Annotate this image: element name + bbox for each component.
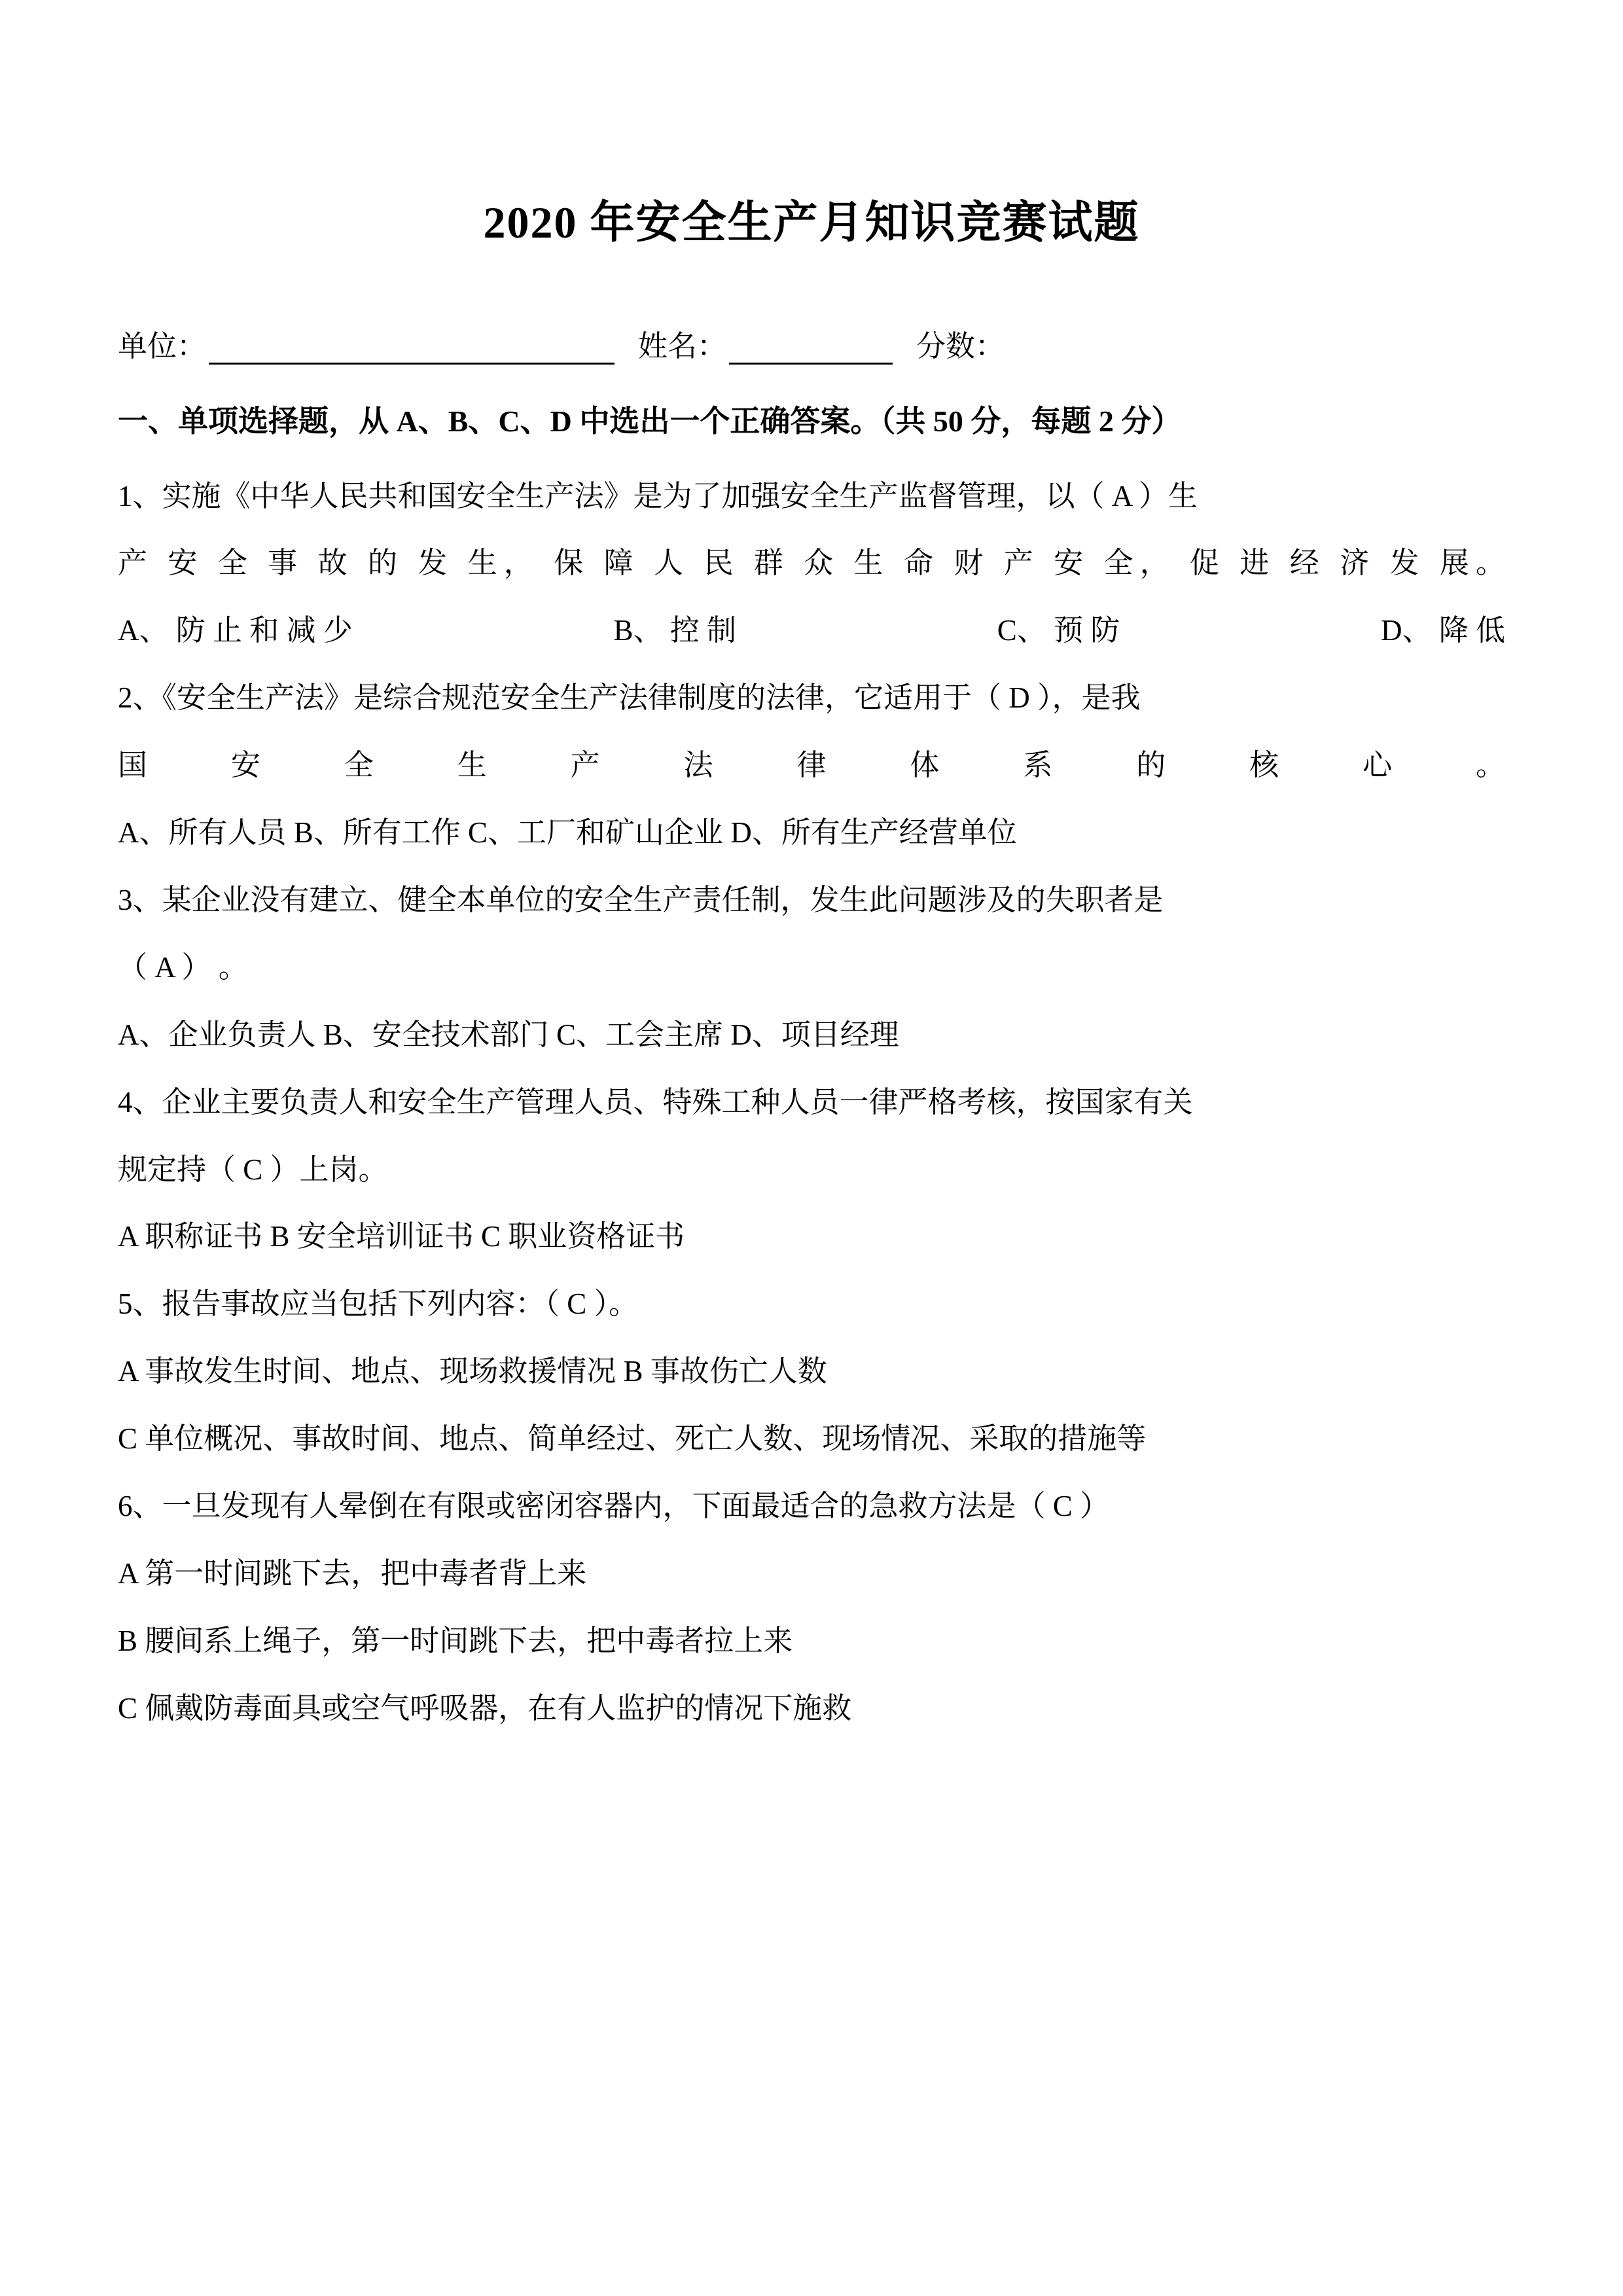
section-heading-single-choice: 一、单项选择题，从 A、B、C、D 中选出一个正确答案。（共 50 分，每题 2 分） xyxy=(118,404,1182,438)
question-1-options xyxy=(118,607,1505,655)
question-6-option-c[interactable]: C 佩戴防毒面具或空气呼吸器，在有人监护的情况下施救 xyxy=(118,1691,852,1725)
question-6-stem: 6、一旦发现有人晕倒在有限或密闭容器内，下面最适合的急救方法是（ C ） xyxy=(118,1489,1110,1522)
page-title: 2020 年安全生产月知识竞赛试题 xyxy=(483,198,1140,247)
question-3-stem-line-1: 3、某企业没有建立、健全本单位的安全生产责任制，发生此问题涉及的失职者是 xyxy=(118,883,1164,916)
question-6-option-b[interactable]: B 腰间系上绳子，第一时间跳下去，把中毒者拉上来 xyxy=(118,1624,793,1657)
question-4-stem-line-1: 4、企业主要负责人和安全生产管理人员、特殊工种人员一律严格考核，按国家有关 xyxy=(118,1085,1193,1119)
question-4-options[interactable]: A 职称证书 B 安全培训证书 C 职业资格证书 xyxy=(118,1220,685,1253)
question-2-options[interactable]: A、所有人员 B、所有工作 C、工厂和矿山企业 D、所有生产经营单位 xyxy=(118,816,1017,850)
question-1-stem-line-2: 产 安 全 事 故 的 发 生， 保 障 人 民 群 众 生 命 财 产 安 全， 促 进 经 济 发 展。 xyxy=(118,547,1505,580)
question-5-options-line-2[interactable]: C 单位概况、事故时间、地点、简单经过、死亡人数、现场情况、采取的措施等 xyxy=(118,1422,1147,1456)
unit-input-blank[interactable] xyxy=(209,334,615,365)
question-5-stem: 5、报告事故应当包括下列内容：（ C ）。 xyxy=(118,1287,639,1321)
question-2-stem-line-2: 国 安 全 生 产 法 律 体 系 的 核 心 。 xyxy=(118,749,1505,782)
question-3-stem-line-2: （ A ） 。 xyxy=(118,950,248,984)
question-1-option-c[interactable]: C、 预 防 xyxy=(997,614,1120,647)
unit-label: 单位： xyxy=(118,329,207,363)
question-4-stem-line-2: 规定持（ C ）上岗。 xyxy=(118,1153,388,1186)
question-5-options-line-1[interactable]: A 事故发生时间、地点、现场救援情况 B 事故伤亡人数 xyxy=(118,1355,827,1388)
name-label: 姓名： xyxy=(638,329,727,363)
question-6-option-a[interactable]: A 第一时间跳下去，把中毒者背上来 xyxy=(118,1556,587,1590)
question-3-options[interactable]: A、企业负责人 B、安全技术部门 C、工会主席 D、项目经理 xyxy=(118,1018,899,1051)
question-1-option-b[interactable]: B、 控 制 xyxy=(613,614,736,647)
name-input-blank[interactable] xyxy=(729,334,893,365)
question-1-option-d[interactable]: D、 降 低 xyxy=(1380,614,1505,647)
question-1-stem-line-1: 1、实施《中华人民共和国安全生产法》是为了加强安全生产监督管理，以（ A ）生 xyxy=(118,479,1198,512)
question-1-option-a[interactable]: A、 防 止 和 减 少 xyxy=(118,614,353,647)
score-label: 分数： xyxy=(916,329,1005,363)
student-info-row xyxy=(118,322,1505,365)
question-2-stem-line-1: 2、《安全生产法》是综合规范安全生产法律制度的法律，它适用于（ D ），是我 xyxy=(118,681,1141,715)
